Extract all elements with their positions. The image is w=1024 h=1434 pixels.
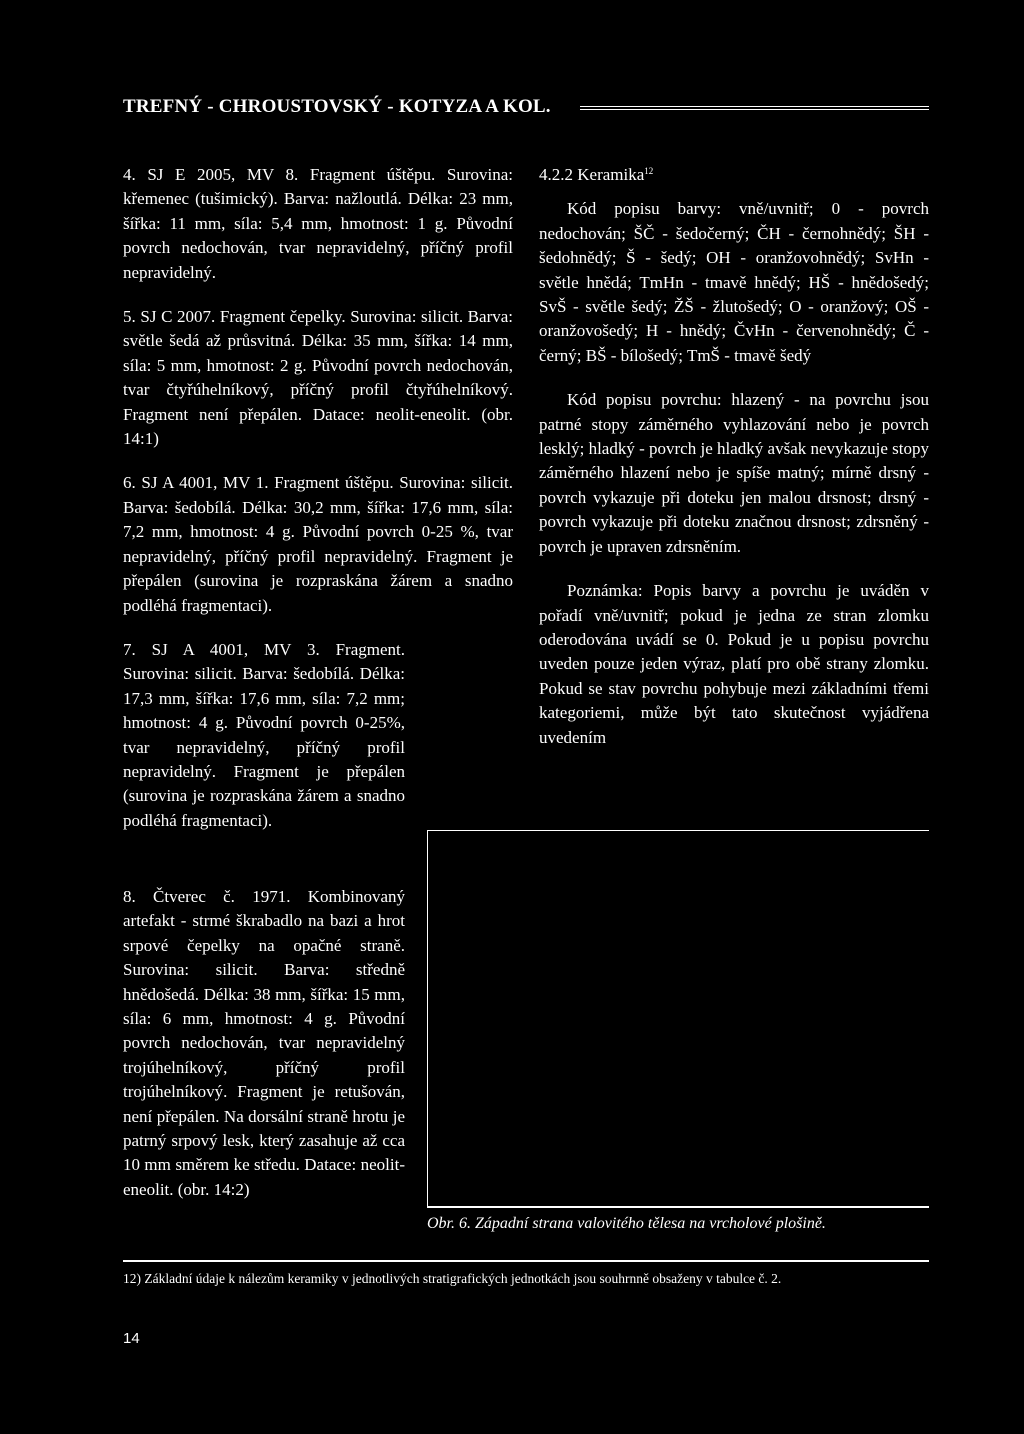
section-heading: [539, 163, 929, 187]
left-column-lower: [123, 885, 405, 1222]
section-title: 4.2.2 Keramika: [539, 165, 645, 184]
surface-code-paragraph: Kód popisu povrchu: hlazený - na povrchu jsou patrné stopy záměrného vyhlazování nebo je povrch lesklý; hladký - povrch je hladký avšak nevykazuje stopy záměrného hlazení nebo je spíše matný; mírně drsný - povrch vykazuje při doteku jen malou drsnost; drsný - povrch vykazuje při doteku značnou drsnost; zdrsněný - povrch je upraven zdrsněním.: [539, 390, 929, 556]
header-rule: [580, 106, 929, 110]
color-code-paragraph: Kód popisu barvy: vně/uvnitř; 0 - povrch nedochován; ŠČ - šedočerný; ČH - černohnědý; ŠH - šedohnědý; Š - šedý; OH - oranžovohnědý; SvHn - světle hnědá; TmHn - tmavě hnědý; HŠ - hnědošedý; SvŠ - světle šedý; ŽŠ - žlutošedý; O - oranžový; OŠ - oranžovošedý; H - hnědý; ČvHn - červenohnědý; Č - černý; BŠ - bílošedý; TmŠ - tmavě šedý: [539, 199, 929, 365]
catalog-item-7: 7. SJ A 4001, MV 3. Fragment. Surovina: silicit. Barva: šedobílá. Délka: 17,3 mm, šířka: 17,6 mm, síla: 7,2 mm; hmotnost: 4 g. Původní povrch 0-25%, tvar nepravidelný, příčný profil nepravidelný. Fragment je přepálen (surovina je rozpraskána žárem a snadno podléhá fragmentaci).: [123, 639, 405, 830]
figure-caption: Obr. 6. Západní strana valovitého tělesa na vrcholové plošině.: [427, 1215, 826, 1232]
figure-bottom-border: [427, 1206, 929, 1208]
catalog-item-4: 4. SJ E 2005, MV 8. Fragment úštěpu. Surovina: křemenec (tušimický). Barva: nažloutlá. Délka: 23 mm, šířka: 11 mm, síla: 5,4 mm, hmotnost: 1 g. Původní povrch nedochován, tvar nepravidelný, příčný profil nepravidelný.: [123, 165, 513, 282]
header-title: TREFNÝ - CHROUSTOVSKÝ - KOTYZA A KOL.: [123, 96, 551, 117]
catalog-item-6: 6. SJ A 4001, MV 1. Fragment úštěpu. Surovina: silicit. Barva: šedobílá. Délka: 30,2 mm, šířka: 17,6 mm, síla: 7,2 mm, hmotnost: 4 g. Původní povrch 0-25 %, tvar nepravidelný, příčný profil nepravidelný. Fragment je přepálen (surovina je rozpraskána žárem a snadno podléhá fragmentaci).: [123, 473, 513, 615]
catalog-item-8: 8. Čtverec č. 1971. Kombinovaný artefakt - strmé škrabadlo na bazi a hrot srpové čepelky na opačné straně. Surovina: silicit. Barva: středně hnědošedá. Délka: 38 mm, šířka: 15 mm, síla: 6 mm, hmotnost: 4 g. Původní povrch nedochován, tvar nepravidelný trojúhelníkový, příčný profil trojúhelníkový. Fragment je retušován, není přepálen. Na dorsální straně hrotu je patrný srpový lesk, který zasahuje až cca 10 mm směrem ke středu. Datace: neolit-eneolit. (obr. 14:2): [123, 887, 405, 1199]
footnote-ref: 12: [644, 166, 654, 176]
figure-photo: [427, 830, 929, 1208]
running-header: [123, 96, 929, 120]
note-paragraph: Poznámka: Popis barvy a povrchu je uváděn v pořadí vně/uvnitř; pokud je jedna ze stran zlomku oderodována uvádí se 0. Pokud je u popisu povrchu uveden pouze jeden výraz, platí pro obě strany zlomku. Pokud se stav povrchu pohybuje mezi základními třemi kategoriemi, může být tato skutečnost vyjádřena uvedením: [539, 581, 929, 747]
left-column: [123, 163, 513, 853]
right-column: [539, 163, 929, 770]
figure-top-border: [427, 830, 929, 831]
figure-left-border: [427, 830, 428, 1208]
page-number: 14: [123, 1330, 140, 1347]
catalog-item-5: 5. SJ C 2007. Fragment čepelky. Surovina: silicit. Barva: světle šedá až průsvitná. Délka: 35 mm, šířka: 14 mm, síla: 5 mm, hmotnost: 2 g. Původní povrch nedochován, tvar čtyřúhelníkový, příčný profil čtyřúhelníkový. Fragment není přepálen. Datace: neolit-eneolit. (obr. 14:1): [123, 307, 513, 449]
footnote-text: 12) Základní údaje k nálezům keramiky v jednotlivých stratigrafických jednotkách jsou souhrnně obsaženy v tabulce č. 2.: [123, 1271, 782, 1286]
footnote-rule: [123, 1260, 929, 1262]
